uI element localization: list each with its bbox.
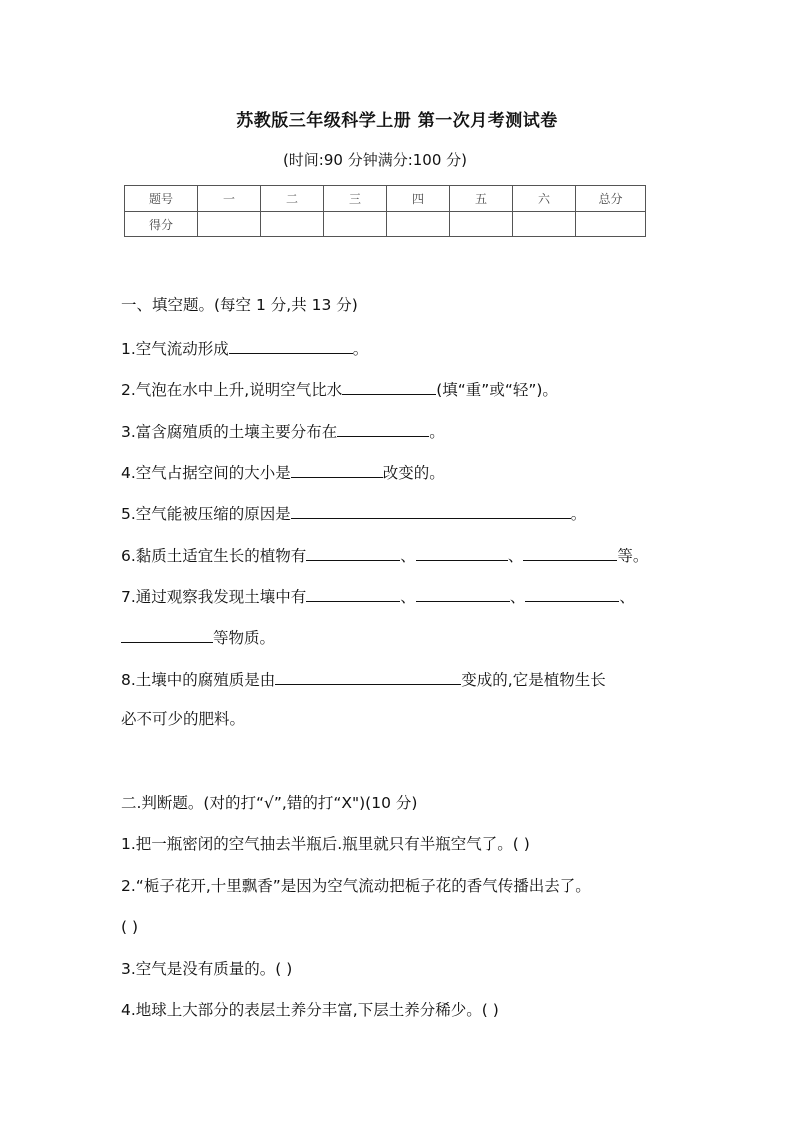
judge-question-1: 1.把一瓶密闭的空气抽去半瓶后.瓶里就只有半瓶空气了。( ) bbox=[121, 835, 530, 853]
judge-question-2: 2.“栀子花开,十里飘香”是因为空气流动把栀子花的香气传播出去了。 bbox=[121, 877, 591, 895]
question-text: 变成的,它是植物生长 bbox=[461, 671, 606, 689]
answer-blank[interactable] bbox=[291, 502, 571, 519]
header-cell: 总分 bbox=[576, 186, 646, 212]
section1-heading: 一、填空题。(每空 1 分,共 13 分) bbox=[121, 296, 358, 314]
answer-blank[interactable] bbox=[337, 420, 429, 437]
header-cell: 题号 bbox=[125, 186, 198, 212]
score-cell[interactable] bbox=[261, 212, 324, 237]
question-text: 8.土壤中的腐殖质是由 bbox=[121, 671, 276, 689]
judge-question-4: 4.地球上大部分的表层土养分丰富,下层土养分稀少。( ) bbox=[121, 1001, 499, 1019]
separator: 、 bbox=[400, 547, 416, 565]
question-text: 等物质。 bbox=[213, 629, 276, 647]
header-cell: 一 bbox=[198, 186, 261, 212]
header-cell: 五 bbox=[450, 186, 513, 212]
header-cell: 二 bbox=[261, 186, 324, 212]
separator: 、 bbox=[619, 588, 635, 606]
fill-question-3 bbox=[121, 420, 445, 442]
fill-question-2 bbox=[121, 378, 558, 400]
question-text: 4.空气占据空间的大小是 bbox=[121, 464, 291, 482]
separator: 、 bbox=[507, 547, 524, 565]
row-label-cell: 得分 bbox=[125, 212, 198, 237]
question-text: (填“重”或“轻”)。 bbox=[436, 381, 558, 399]
fill-question-5 bbox=[121, 502, 586, 524]
answer-blank[interactable] bbox=[291, 461, 383, 478]
question-text: 。 bbox=[570, 505, 587, 523]
answer-blank[interactable] bbox=[523, 544, 617, 561]
section2-heading: 二.判断题。(对的打“√”,错的打“X")(10 分) bbox=[121, 794, 418, 812]
question-text: 1.空气流动形成 bbox=[121, 340, 229, 358]
fill-question-7-continued bbox=[121, 626, 275, 648]
question-text: 3.富含腐殖质的土壤主要分布在 bbox=[121, 423, 338, 441]
question-text: 等。 bbox=[617, 547, 649, 565]
question-text: 。 bbox=[352, 340, 369, 358]
score-table bbox=[124, 185, 646, 237]
separator: 、 bbox=[509, 588, 526, 606]
answer-blank[interactable] bbox=[306, 544, 400, 561]
fill-question-1 bbox=[121, 337, 368, 359]
page-title: 苏教版三年级科学上册 第一次月考测试卷 bbox=[236, 111, 558, 131]
score-cell[interactable] bbox=[198, 212, 261, 237]
header-cell: 六 bbox=[513, 186, 576, 212]
fill-question-6 bbox=[121, 544, 648, 566]
answer-blank[interactable] bbox=[525, 585, 619, 602]
score-cell[interactable] bbox=[576, 212, 646, 237]
question-text: 5.空气能被压缩的原因是 bbox=[121, 505, 291, 523]
answer-blank[interactable] bbox=[342, 378, 436, 395]
header-cell: 四 bbox=[387, 186, 450, 212]
answer-blank[interactable] bbox=[275, 668, 461, 685]
answer-blank[interactable] bbox=[306, 585, 400, 602]
fill-question-8-continued: 必不可少的肥料。 bbox=[121, 710, 246, 728]
answer-blank[interactable] bbox=[229, 337, 353, 354]
question-text: 改变的。 bbox=[382, 464, 445, 482]
score-cell[interactable] bbox=[387, 212, 450, 237]
answer-blank[interactable] bbox=[416, 544, 508, 561]
fill-question-4 bbox=[121, 461, 445, 483]
score-cell[interactable] bbox=[450, 212, 513, 237]
header-cell: 三 bbox=[324, 186, 387, 212]
score-table-header-row bbox=[125, 186, 646, 212]
score-cell[interactable] bbox=[513, 212, 576, 237]
score-cell[interactable] bbox=[324, 212, 387, 237]
judge-question-2-paren[interactable]: ( ) bbox=[121, 918, 139, 936]
fill-question-7 bbox=[121, 585, 635, 607]
fill-question-8 bbox=[121, 668, 606, 690]
judge-question-3: 3.空气是没有质量的。( ) bbox=[121, 960, 293, 978]
question-text: 2.气泡在水中上升,说明空气比水 bbox=[121, 381, 343, 399]
separator: 、 bbox=[400, 588, 416, 606]
question-text: 。 bbox=[429, 423, 445, 441]
score-table-score-row bbox=[125, 212, 646, 237]
question-text: 7.通过观察我发现土壤中有 bbox=[121, 588, 307, 606]
answer-blank[interactable] bbox=[121, 626, 213, 643]
answer-blank[interactable] bbox=[416, 585, 510, 602]
question-text: 6.黏质土适宜生长的植物有 bbox=[121, 547, 307, 565]
exam-time-score: (时间:90 分钟满分:100 分) bbox=[282, 151, 468, 169]
